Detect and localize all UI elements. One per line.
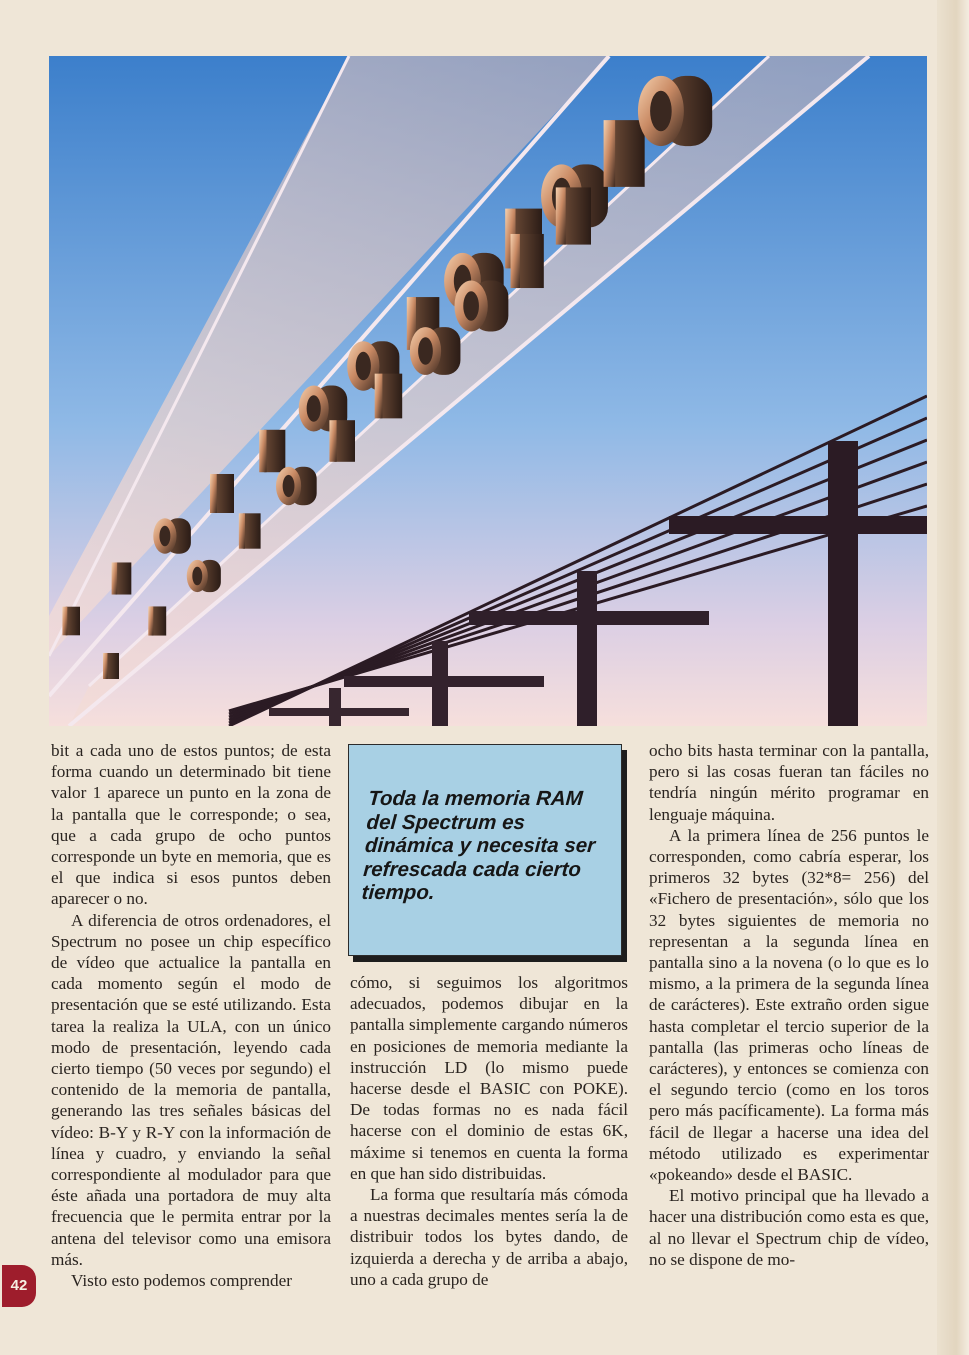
zero-bit-glyph — [153, 518, 191, 554]
paragraph: ocho bits hasta terminar con la pantalla, pero si las cosas fueran tan fáciles no tendría ningún mérito programar en lenguaje máquina. — [649, 741, 929, 824]
paragraph: A la primera línea de 256 puntos le corresponden, como cabría esperar, los primeros 32 bytes (32*8= 256) del «Fichero de presentación», sólo que los 32 bytes siguientes de memoria no representan a la segunda línea en pantalla sino a la novena (o lo que es lo mismo, a la primera de la segunda línea de carácteres). Este extraño orden sigue hasta completar el tercio superior de la pantalla (las primeras ocho líneas de carácteres), y entonces se comienza con el segundo tercio (como en los toros pero más pacíficamente). La forma más fácil de llegar a hacerse una idea del método utilizado es experimentar «pokeando» desde el BASIC. — [649, 825, 929, 1185]
paragraph: cómo, si seguimos los algoritmos adecuados, podemos dibujar en la pantalla simplemente cargando números en posiciones de memoria mediante la instrucción LD (lo mismo puede hacerse desde el BASIC con POKE). De todas formas no es nada fácil hacerse con el dominio de estas 6K, máxime si tenemos en cuenta la forma en que han sido distribuidas. — [350, 973, 628, 1183]
paragraph: A diferencia de otros ordenadores, el Spectrum no posee un chip específico de vídeo que actualice la pantalla en cada momento según el modo de presentación que se esté utilizando. Esta tarea la realiza la ULA, con un único modo de presentación, leyendo cada cierto tiempo (50 veces por segundo) el contenido de la memoria de pantalla, generando las tres señales básicas del vídeo: B-Y y R-Y con la información de línea y cuadro, y enviando la señal correspondiente al modulador para que éste añada una portadora de muy alta frecuencia que le permita entrar por la antena del televisor como una emisora más. — [51, 910, 331, 1269]
one-bit-glyph — [375, 374, 403, 419]
one-bit-glyph — [239, 513, 261, 548]
zero-bit-glyph — [410, 327, 461, 375]
zero-bit-glyph — [454, 281, 508, 332]
text-column-2 — [350, 972, 628, 1290]
one-bit-glyph — [329, 420, 355, 462]
zero-bit-glyph — [276, 467, 317, 505]
pull-quote-box — [348, 744, 622, 956]
zero-bit-glyph — [187, 560, 221, 592]
binary-data-stream-illustration — [49, 56, 927, 726]
paragraph: El motivo principal que ha llevado a hacer una distribución como esta es que, al no llevar el Spectrum chip de vídeo, no se dispone de mo- — [649, 1186, 929, 1269]
one-bit-glyph — [511, 234, 544, 288]
one-bit-glyph — [112, 562, 132, 594]
pull-quote-text: Toda la memoria RAM del Spectrum es dinámica y necesita ser refrescada cada cierto tiempo. — [360, 787, 597, 904]
one-bit-glyph — [259, 430, 285, 472]
one-bit-glyph — [210, 474, 234, 513]
one-bit-glyph — [604, 120, 645, 187]
page-edge — [937, 0, 969, 1355]
page-number: 42 — [2, 1265, 36, 1307]
text-column-3 — [649, 740, 929, 1270]
text-column-1 — [51, 740, 331, 1291]
one-bit-glyph — [103, 653, 119, 679]
zero-bit-glyph — [638, 76, 712, 146]
paragraph: Visto esto podemos comprender — [71, 1271, 292, 1291]
one-bit-glyph — [62, 607, 80, 636]
one-bit-glyph — [148, 606, 166, 635]
paragraph: bit a cada uno de estos puntos; de esta forma cuando un determinado bit tiene valor 1 aparece un punto en la zona de la pantalla que le corresponde; o sea, que a cada grupo de ocho puntos corresponde un byte en memoria, que es el que indica si esos puntos deben aparecer o no. — [51, 741, 331, 909]
paragraph: La forma que resultaría más cómoda a nuestras decimales mentes sería la de distribuir todos los bytes dando, de izquierda a derecha y de arriba a abajo, uno a cada grupo de — [350, 1185, 628, 1289]
one-bit-glyph — [556, 187, 591, 244]
